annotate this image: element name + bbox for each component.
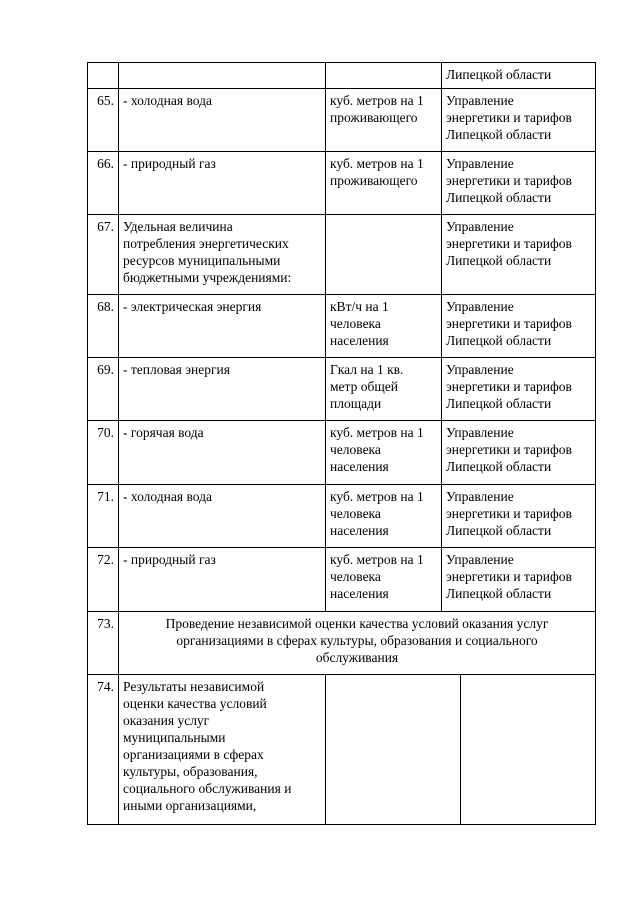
data-source: Управление энергетики и тарифов Липецкой области — [442, 358, 596, 421]
table-row — [88, 295, 596, 358]
table-row — [88, 358, 596, 421]
row-number: 73. — [88, 612, 119, 675]
section-heading: Проведение независимой оценки качества условий оказания услуг организациями в сферах культуры, образования и социального обслуживания — [119, 612, 596, 675]
indicator-name: - природный газ — [119, 548, 326, 612]
row-number: 68. — [88, 295, 119, 358]
merged-empty-cell — [326, 675, 596, 825]
data-source: Управление энергетики и тарифов Липецкой области — [442, 548, 596, 612]
table-row — [88, 675, 596, 825]
indicator-name: Удельная величина потребления энергетических ресурсов муниципальными бюджетными учреждениями: — [119, 215, 326, 295]
row-number: 74. — [88, 675, 119, 825]
data-source: Управление энергетики и тарифов Липецкой области — [442, 421, 596, 485]
indicator-name — [119, 63, 326, 89]
indicator-name: - тепловая энергия — [119, 358, 326, 421]
unit-of-measure: куб. метров на 1 человека населения — [326, 485, 442, 548]
indicator-table — [87, 62, 596, 825]
table-row — [88, 215, 596, 295]
data-source — [460, 675, 595, 824]
unit-of-measure — [326, 215, 442, 295]
data-source: Управление энергетики и тарифов Липецкой области — [442, 295, 596, 358]
data-source: Управление энергетики и тарифов Липецкой области — [442, 89, 596, 152]
row-number: 69. — [88, 358, 119, 421]
row-number: 66. — [88, 152, 119, 215]
data-source: Управление энергетики и тарифов Липецкой области — [442, 152, 596, 215]
section-row — [88, 612, 596, 675]
row-number: 71. — [88, 485, 119, 548]
row-number: 70. — [88, 421, 119, 485]
data-source: Управление энергетики и тарифов Липецкой области — [442, 215, 596, 295]
indicator-name: - электрическая энергия — [119, 295, 326, 358]
table-row — [88, 63, 596, 89]
indicator-name: - горячая вода — [119, 421, 326, 485]
unit-of-measure: кВт/ч на 1 человека населения — [326, 295, 442, 358]
indicator-name: - природный газ — [119, 152, 326, 215]
unit-of-measure: куб. метров на 1 человека населения — [326, 548, 442, 612]
indicator-name: Результаты независимой оценки качества условий оказания услуг муниципальными организациями в сферах культуры, образования, социального обслуживания и иными организациями, — [119, 675, 326, 825]
unit-of-measure: куб. метров на 1 проживающего — [326, 152, 442, 215]
row-number — [88, 63, 119, 89]
table-row — [88, 548, 596, 612]
data-source: Управление энергетики и тарифов Липецкой области — [442, 485, 596, 548]
row-number: 65. — [88, 89, 119, 152]
indicator-name: - холодная вода — [119, 89, 326, 152]
table-row — [88, 152, 596, 215]
unit-of-measure: куб. метров на 1 проживающего — [326, 89, 442, 152]
unit-of-measure: куб. метров на 1 человека населения — [326, 421, 442, 485]
row-number: 72. — [88, 548, 119, 612]
indicator-name: - холодная вода — [119, 485, 326, 548]
unit-of-measure — [326, 675, 460, 824]
unit-of-measure: Гкал на 1 кв. метр общей площади — [326, 358, 442, 421]
table-row — [88, 89, 596, 152]
data-source: Липецкой области — [442, 63, 596, 89]
table-row — [88, 485, 596, 548]
table-row — [88, 421, 596, 485]
unit-of-measure — [326, 63, 442, 89]
row-number: 67. — [88, 215, 119, 295]
